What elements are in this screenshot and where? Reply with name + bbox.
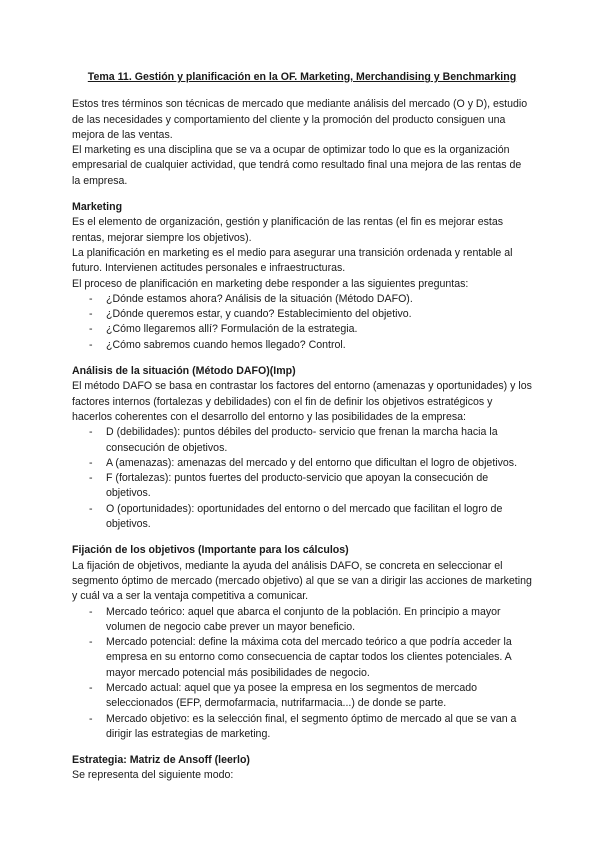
list-item: - O (oportunidades): oportunidades del entorno o del mercado que facilitan el logro de objetivos. xyxy=(72,502,532,533)
list-item: - Mercado potencial: define la máxima cota del mercado teórico a que podría acceder la empresa en su entorno como consecuencia de captar todos los clientes potenciales. A mayor mercado potencial más posibilidades de negocio. xyxy=(72,635,532,681)
marketing-paragraph-3: El proceso de planificación en marketing debe responder a las siguientes preguntas: xyxy=(72,277,469,290)
intro-paragraph-2: El marketing es una disciplina que se va a ocupar de optimizar todo lo que es la organización empresarial de cualquier actividad, que tendrá como resultado final una mejora de las rentas de la empresa. xyxy=(72,144,522,187)
objetivos-heading: Fijación de los objetivos (Importante para los cálculos) xyxy=(72,544,349,557)
document-page xyxy=(72,70,532,784)
marketing-paragraph-1: Es el elemento de organización, gestión y planificación de las rentas (el fin es mejorar estas rentas, mejorar siempre los objetivos). xyxy=(72,216,504,244)
dafo-heading: Análisis de la situación (Método DAFO)(Imp) xyxy=(72,365,296,378)
marketing-paragraph-2: La planificación en marketing es el medio para asegurar una transición ordenada y rentable al futuro. Intervienen actitudes personales e infraestructuras. xyxy=(72,246,513,275)
intro-paragraph-1: Estos tres términos son técnicas de mercado que mediante análisis del mercado (O y D), estudio de las necesidades y comportamiento del cliente y la promoción del producto consiguen una mejora de las ventas. xyxy=(72,98,528,141)
estrategia-heading: Estrategia: Matriz de Ansoff (leerlo) xyxy=(72,754,250,767)
list-item: - D (debilidades): puntos débiles del producto- servicio que frenan la marcha hacia la consecución de objetivos. xyxy=(72,425,532,456)
list-item: - ¿Dónde estamos ahora? Análisis de la situación (Método DAFO). xyxy=(72,292,532,307)
estrategia-paragraph: Se representa del siguiente modo: xyxy=(72,769,234,782)
dafo-list xyxy=(72,425,532,532)
list-item: - ¿Dónde queremos estar, y cuando? Establecimiento del objetivo. xyxy=(72,307,532,322)
marketing-heading: Marketing xyxy=(72,201,123,214)
list-item: - ¿Cómo sabremos cuando hemos llegado? Control. xyxy=(72,338,532,353)
objetivos-paragraph: La fijación de objetivos, mediante la ayuda del análisis DAFO, se concreta en seleccionar el segmento óptimo de mercado (mercado objetivo) al que se van a dirigir las acciones de marketing y cuál va a ser la ventaja competitiva a comunicar. xyxy=(72,559,532,603)
list-item: - Mercado actual: aquel que ya posee la empresa en los segmentos de mercado seleccionados (EFP, dermofarmacia, nutrifarmacia...) de donde se parte. xyxy=(72,681,532,712)
marketing-questions-list xyxy=(72,292,532,353)
dafo-paragraph: El método DAFO se basa en contrastar los factores del entorno (amenazas y oportunidades) y los factores internos (fortalezas y debilidades) con el fin de definir los objetivos estratégicos y hacerlos coherentes con el desarrollo del entorno y las posibilidades de la empresa: xyxy=(72,380,532,423)
document-title: Tema 11. Gestión y planificación en la OF. Marketing, Merchandising y Benchmarking xyxy=(87,71,517,83)
list-item: - F (fortalezas): puntos fuertes del producto-servicio que apoyan la consecución de objetivos. xyxy=(72,471,532,502)
list-item: - Mercado objetivo: es la selección final, el segmento óptimo de mercado al que se van a dirigir las estrategias de marketing. xyxy=(72,712,532,743)
list-item: - Mercado teórico: aquel que abarca el conjunto de la población. En principio a mayor volumen de negocio cabe prever un mayor beneficio. xyxy=(72,605,532,636)
list-item: - ¿Cómo llegaremos allí? Formulación de la estrategia. xyxy=(72,322,532,337)
objetivos-list xyxy=(72,605,532,743)
list-item: - A (amenazas): amenazas del mercado y del entorno que dificultan el logro de objetivos. xyxy=(72,456,532,471)
